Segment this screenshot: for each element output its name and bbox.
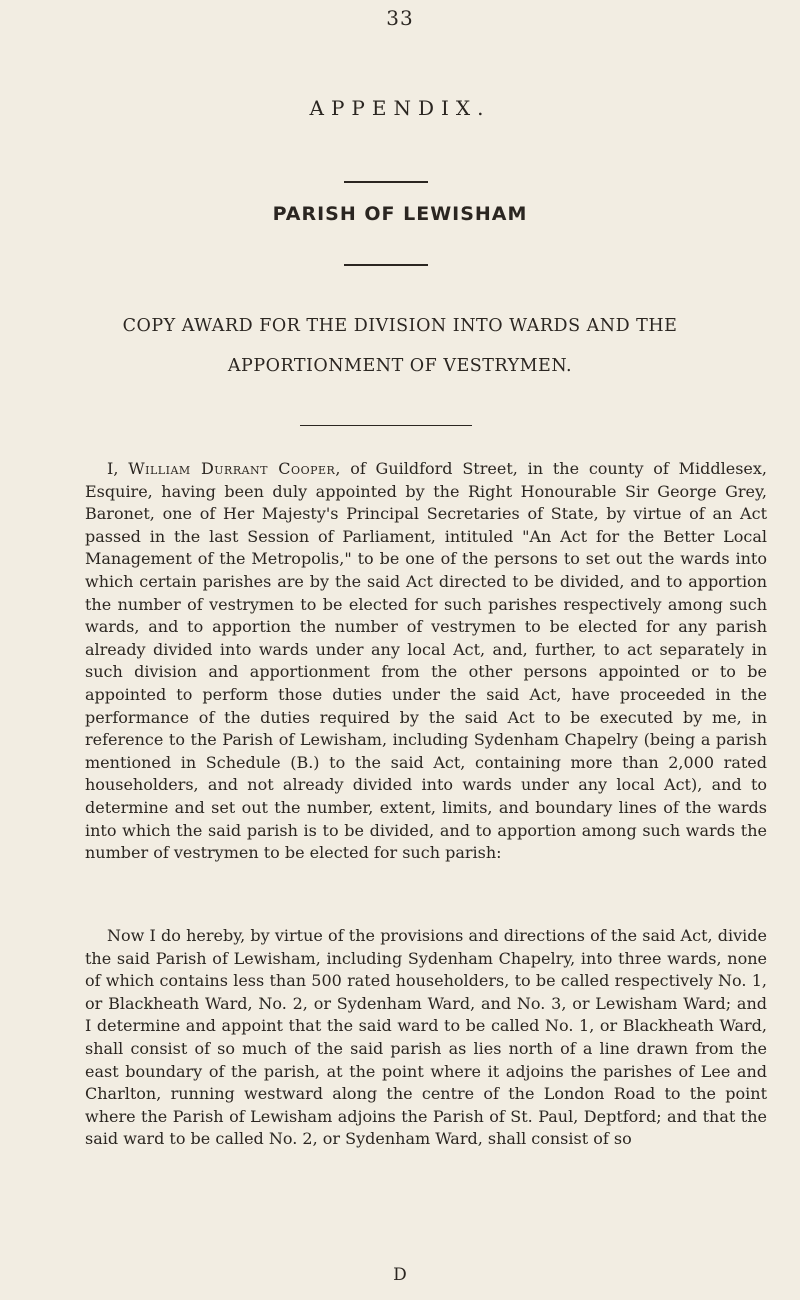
author-name: William Durrant Cooper [128, 459, 336, 478]
paragraph-1-body: , of Guildford Street, in the county of Middlesex, Esquire, having been duly appointed by the Right Honourable Sir George Grey, Baronet, one of Her Majesty's Principal Secretaries of State, by virtue of an Act passed in the last Session of Parliament, intituled "An Act for the Better Local Management of the Metropolis," to be one of the persons to set out the wards into which certain parishes are by the said Act directed to be divided, and to apportion the number of vestrymen to be elected for such parishes respectively among such wards, and to apportion the number of vestrymen to be elected for any parish already divided into wards under any local Act, and, further, to act separately in such division and apportionment from the other persons appointed or to be appointed to perform those duties under the said Act, have proceeded in the performance of the duties required by the said Act to be executed by me, in reference to the Parish of Lewisham, including Sydenham Chapelry (being a parish mentioned in Schedule (B.) to the said Act, containing more than 2,000 rated householders, and not already divided into wards under any local Act), and to determine and set out the number, extent, limits, and boundary lines of the wards into which the said parish is to be divided, and to apportion among such wards the number of vestrymen to be elected for such parish: [85, 459, 767, 863]
award-paragraph-2: Now I do hereby, by virtue of the provisions and directions of the said Act, divide the said Parish of Lewisham, including Sydenham Chapelry, into three wards, none of which contains less than 500 rated householders, to be called respectively No. 1, or Blackheath Ward, No. 2, or Sydenham Ward, and No. 3, or Lewisham Ward; and I determine and appoint that the said ward to be called No. 1, or Blackheath Ward, shall consist of so much of the said parish as lies north of a line drawn from the east boundary of the parish, at the point where it adjoins the parishes of Lee and Charlton, running westward along the centre of the London Road to the point where the Parish of Lewisham adjoins the Parish of St. Paul, Deptford; and that the said ward to be called No. 2, or Sydenham Ward, shall consist of so [85, 926, 767, 1149]
award-paragraph-1 [85, 458, 767, 865]
subtitle-line-1: COPY AWARD FOR THE DIVISION INTO WARDS AND THE [122, 316, 678, 336]
paragraph-1-opening: I, [107, 459, 129, 478]
subtitle-line-2: APPORTIONMENT OF VESTRYMEN. [227, 356, 573, 376]
signature-mark: D [393, 1265, 407, 1285]
divider-rule-3 [300, 425, 472, 426]
divider-rule-2 [344, 264, 428, 266]
appendix-heading: APPENDIX. [309, 96, 491, 120]
page-number: 33 [386, 6, 414, 30]
parish-heading: PARISH OF LEWISHAM [272, 203, 528, 225]
divider-rule-1 [344, 181, 428, 183]
